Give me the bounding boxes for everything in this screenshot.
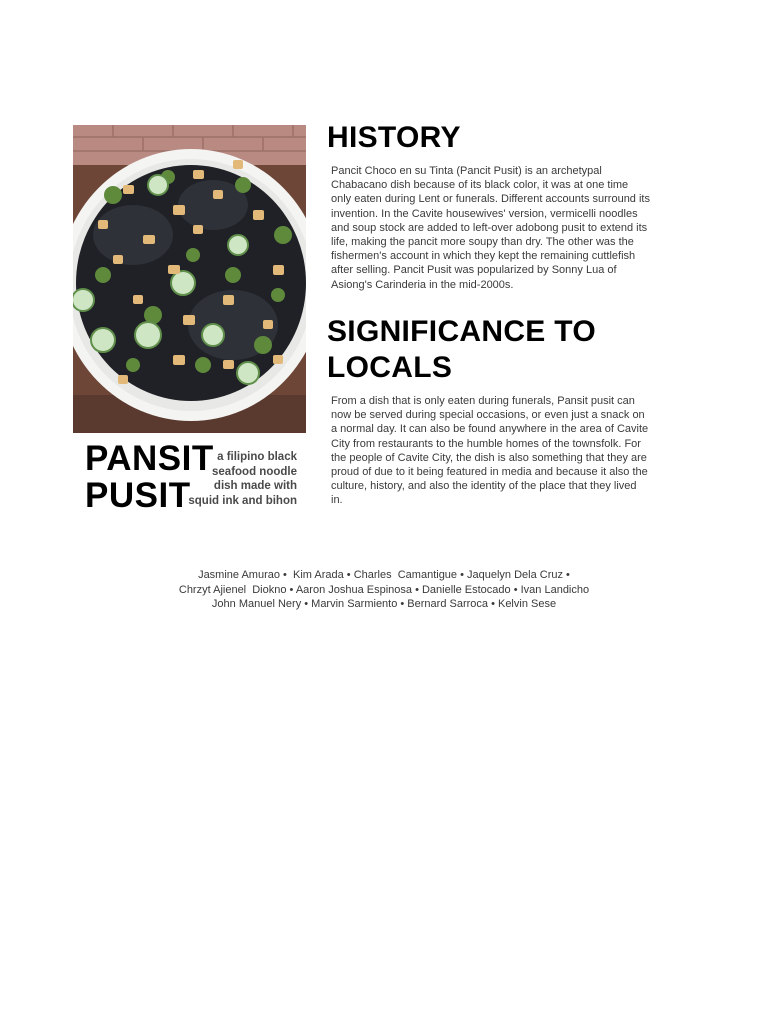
credits-line: John Manuel Nery • Marvin Sarmiento • Bernard Sarroca • Kelvin Sese bbox=[211, 598, 557, 611]
credits bbox=[84, 568, 684, 612]
significance-paragraph: From a dish that is only eaten during funerals, Pansit pusit can now be served during special occasions, or even just a snack on a normal day. It can also be found anywhere in the area of Cavite City from restaurants to the humble homes of the townsfolk. For the people of Cavite City, the dish is also something that they are proud of due to it being featured in media and because it also the culture, history, and also the identity of the place that they lived in. bbox=[331, 395, 649, 507]
dish-title: PANSIT PUSIT bbox=[85, 439, 214, 515]
history-paragraph: Pancit Choco en su Tinta (Pancit Pusit) is an archetypal Chabacano dish because of its black color, it was at one time only eaten during Lent or funerals. Different accounts surround its invention. In the Cavite housewives' version, vermicelli noodles and soup stock are added to left-over adobong pusit to extend its life, making the pancit more soupy than dry. The other was the fishermen's account in which they kept the remaining cuttlefish after selling. Pancit Pusit was popularized by Sonny Lua of Asiong's Carinderia in the mid-2000s. bbox=[331, 165, 650, 291]
significance-heading: SIGNIFICANCE TO LOCALS bbox=[327, 315, 596, 384]
credits-line: Chrzyt Ajienel Diokno • Aaron Joshua Espinosa • Danielle Estocado • Ivan Landicho bbox=[178, 583, 590, 596]
dish-subtitle: a filipino black seafood noodle dish made with squid ink and bihon bbox=[188, 451, 297, 507]
history-heading: HISTORY bbox=[327, 121, 461, 154]
dish-photo bbox=[73, 125, 306, 433]
credits-line: Jasmine Amurao • Kim Arada • Charles Camantigue • Jaquelyn Dela Cruz • bbox=[198, 569, 570, 581]
